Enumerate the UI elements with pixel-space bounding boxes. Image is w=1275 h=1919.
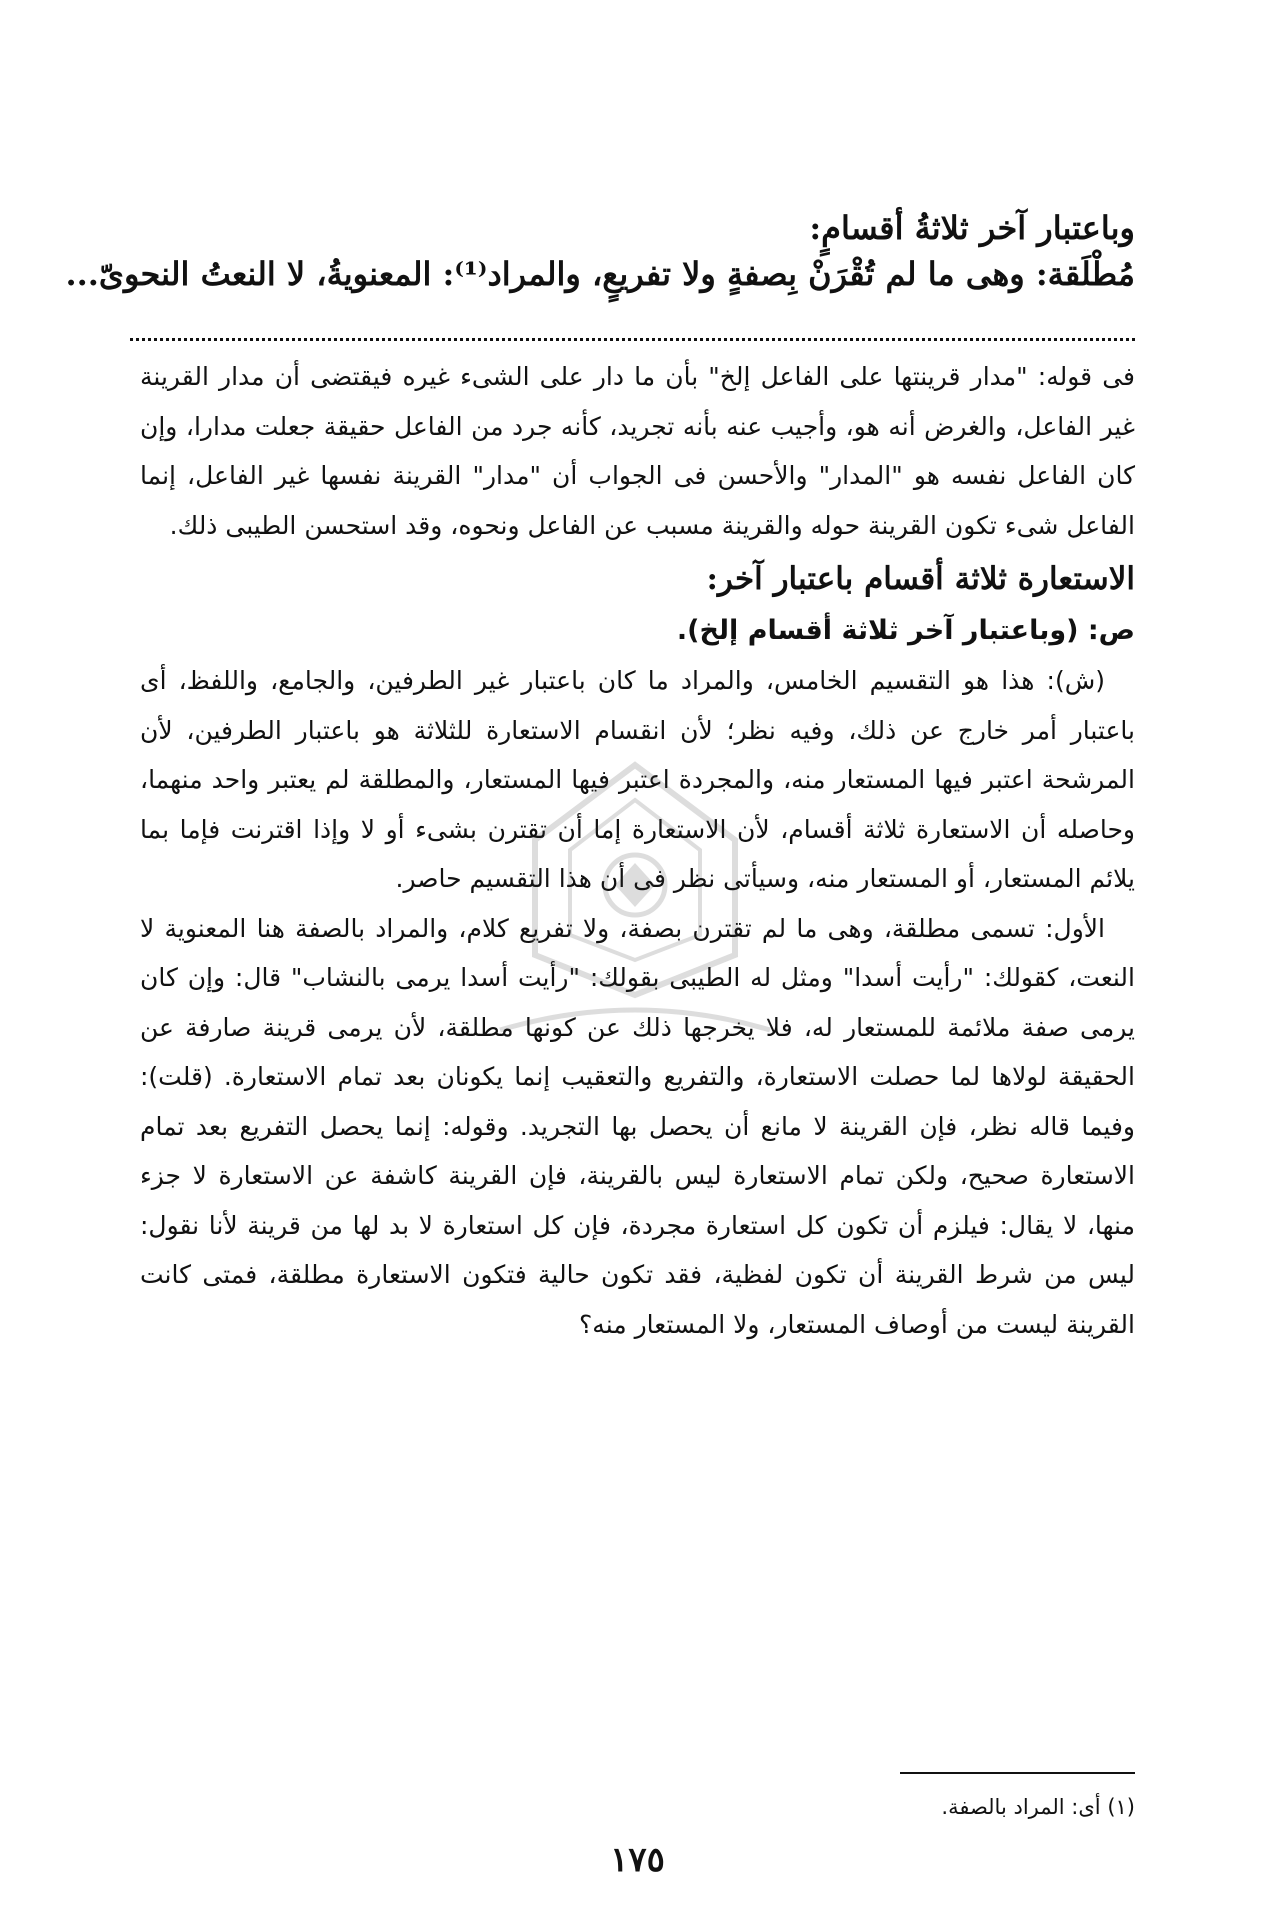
matn-separator — [130, 338, 1135, 341]
footnote-separator — [900, 1772, 1135, 1774]
paragraph-1: فى قوله: "مدار قرينتها على الفاعل إلخ" بأن ما دار على الشىء غيره فيقتضى أن مدار القرينة غير الفاعل، والغرض أنه هو، وأجيب عنه بأنه تجريد، كأنه جرد من الفاعل حقيقة جعلت مدارا، وإن كان الفاعل نفسه هو "المدار" والأحسن فى الجواب أن "مدار" القرينة نفسها غير الفاعل، إنما الفاعل شىء تكون القرينة حوله والقرينة مسبب عن الفاعل ونحوه، وقد استحسن الطيبى ذلك. — [140, 362, 1135, 540]
library-seal-icon — [480, 745, 790, 1065]
matn-header — [65, 205, 1135, 297]
paragraph-2: (ش): هذا هو التقسيم الخامس، والمراد ما كان باعتبار غير الطرفين، والجامع، واللفظ، أى باعتبار أمر خارج عن ذلك، وفيه نظر؛ لأن انقسام الاستعارة للثلاثة هو باعتبار الطرفين، لأن المرشحة اعتبر فيها المستعار منه، والمجردة اعتبر فيها المستعار، والمطلقة لم يعتبر واحد منهما، وحاصله أن الاستعارة ثلاثة أقسام، لأن الاستعارة إما أن تقترن بشىء أو لا وإذا اقترنت فإما بما يلائم المستعار، أو المستعار منه، وسيأتى نظر فى أن هذا التقسيم حاصر. — [140, 666, 1135, 893]
paragraph-3: الأول: تسمى مطلقة، وهى ما لم تقترن بصفة، ولا تفريع كلام، والمراد بالصفة هنا المعنوية لا النعت، كقولك: "رأيت أسدا" ومثل له الطيبى بقولك: "رأيت أسدا يرمى بالنشاب" قال: وإن كان يرمى صفة ملائمة للمستعار له، فلا يخرجها ذلك عن كونها مطلقة، لأن يرمى قرينة صارفة عن الحقيقة لولاها لما حصلت الاستعارة، والتفريع والتعقيب إنما يكونان بعد تمام الاستعارة. (قلت): وفيما قاله نظر، فإن القرينة لا مانع أن يحصل بها التجريد. وقوله: إنما يحصل التفريع بعد تمام الاستعارة صحيح، ولكن تمام الاستعارة ليس بالقرينة، فإن القرينة كاشفة عن الاستعارة لا جزء منها، لا يقال: فيلزم أن تكون كل استعارة مجردة، فإن كل استعارة لا بد لها من قرينة لأنا نقول: ليس من شرط القرينة أن تكون لفظية، فقد تكون حالية فتكون الاستعارة مطلقة، فمتى كانت القرينة ليست من أوصاف المستعار، ولا المستعار منه؟ — [140, 913, 1135, 1339]
section-heading: الاستعارة ثلاثة أقسام باعتبار آخر: — [706, 561, 1135, 597]
page-number: ١٧٥ — [610, 1840, 665, 1880]
footnote: (١) أى: المراد بالصفة. — [941, 1795, 1135, 1819]
matn-line-1: وباعتبار آخر ثلاثةُ أقسامٍ: — [809, 209, 1135, 247]
matn-line-2: مُطْلَقة: وهى ما لم تُقْرَنْ بِصفةٍ ولا تفريعٍ، والمراد⁽¹⁾: المعنويةُ، لا النعتُ النحوىّ... — [65, 255, 1135, 293]
matn-quote: ص: (وباعتبار آخر ثلاثة أقسام إلخ). — [676, 615, 1135, 646]
